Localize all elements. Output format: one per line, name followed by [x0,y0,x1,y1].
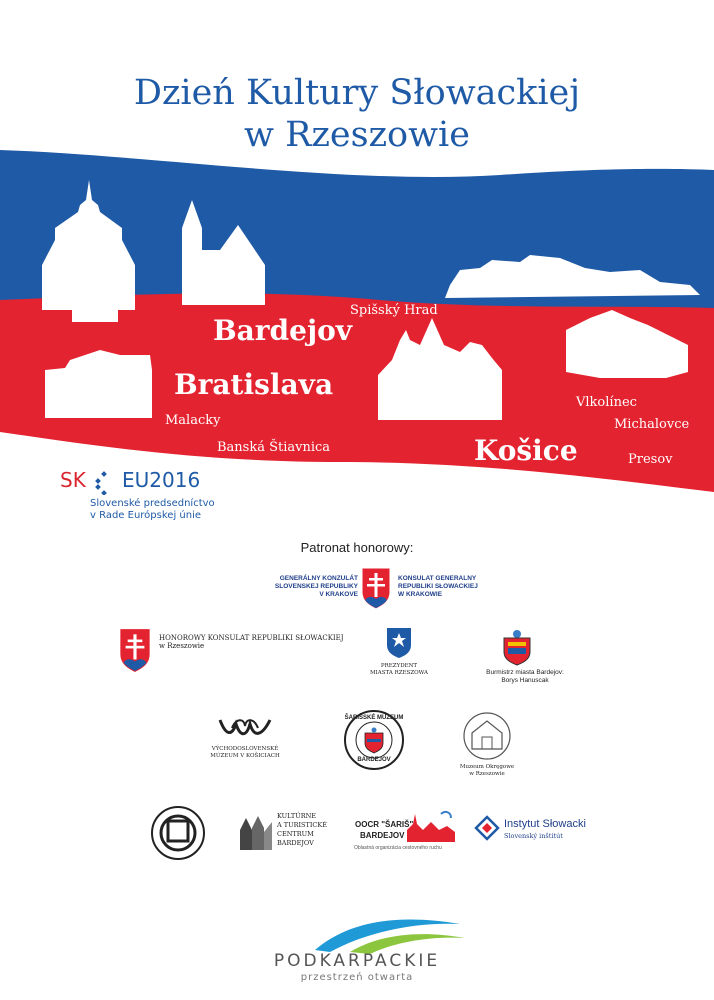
mayor-bardejov [470,669,580,685]
ktc-line1: KULTÚRNE [277,812,317,820]
mayor-line1: Burmistrz miasta Bardejov: [486,669,564,676]
ktc-line4: BARDEJOV [277,839,314,847]
podkarpackie-logo-icon [310,910,470,954]
slovak-coat-of-arms-icon [360,566,392,610]
page-title-line1: Dzień Kultury Słowackiej [133,73,581,113]
muzeum-rzeszow [450,764,524,778]
ktc-line3: CENTRUM [277,830,314,838]
president-line1: PREZYDENT [380,663,418,669]
footer-brand: PODKARPACKIE [273,951,441,971]
city-vlkolinec: Vlkolínec [576,395,637,410]
city-michalovce: Michalovce [614,417,690,432]
president-rzeszow [366,663,432,677]
city-presov: Presov [628,452,673,467]
consulate-sk-line1: GENERÁLNY KONZULÁT [279,575,358,582]
oocr-sub: Oblastná organizácia cestovného ruchu [354,845,442,851]
world-heritage-emblem-icon [150,805,206,861]
presidency-mark-icon [93,471,115,495]
honorary-consulate-line1: HONOROWY KONSULAT REPUBLIKI SŁOWACKIEJ [159,634,344,642]
rzeszow-coat-icon [386,627,412,659]
patronat-heading: Patronat honorowy: [300,540,414,555]
sarisske-bottom-label: BARDEJOV [357,757,391,763]
eu2016-label: EU2016 [122,468,201,492]
consulate-sk-line3: V KRAKOVE [319,591,358,598]
oocr-town-icon [405,808,457,844]
vsm-logo-icon [218,716,272,742]
page-title-line2: w Rzeszowie [244,115,470,155]
vsm-museum [208,746,282,760]
bardejov-coat-icon [500,628,534,666]
footer-tagline: przestrzeń otwarta [300,972,414,983]
vsm-line1: VÝCHODOSLOVENSKÉ [211,746,279,752]
city-banska-stiavnica: Banská Štiavnica [217,440,331,455]
honorary-consulate-coat-icon [118,627,152,673]
mayor-line2: Borys Hanuscak [501,677,549,684]
consulate-general-pl [398,575,498,599]
sk-label: SK [60,468,86,492]
muzeum-rzeszow-line2: w Rzeszowie [469,771,505,777]
instytut-slowacki-icon [474,815,500,841]
ktc-bardejov [277,812,327,848]
ktc-bardejov-logo-icon [238,812,274,852]
sk-presidency-logo [60,468,215,522]
city-bardejov: Bardejov [213,314,353,347]
president-line2: MIASTA RZESZOWA [369,670,429,676]
oocr-city: BARDEJOV [360,831,405,840]
consulate-sk-line2: SLOVENSKEJ REPUBLIKY [274,583,358,590]
oocr-name: OOCR "ŠARIŠ" [355,820,414,829]
presidency-line2: v Rade Európskej únie [90,509,202,521]
consulate-pl-line2: REPUBLIKI SŁOWACKIEJ [398,583,478,590]
city-spissky-hrad: Spišský Hrad [350,303,438,318]
city-kosice: Košice [474,434,578,467]
consulate-pl-line1: KONSULAT GENERALNY [398,575,477,582]
consulate-general-sk [268,575,358,599]
sarisske-top-label: ŠARIŠSKÉ MÚZEUM [344,715,404,721]
instytut-line1: Instytut Słowacki [504,818,586,830]
ktc-line2: A TURISTICKÉ [277,821,327,829]
muzeum-rzeszow-line1: Muzeum Okręgowe [459,764,515,770]
city-malacky: Malacky [165,413,221,428]
honorary-consulate-line2: w Rzeszowie [159,642,205,650]
muzeum-rzeszow-seal-icon [462,711,512,761]
city-bratislava: Bratislava [174,368,334,401]
presidency-line1: Slovenské predsedníctvo [90,497,215,509]
vsm-line2: MÚZEUM V KOŠICIACH [210,753,280,759]
instytut-line2: Slovenský inštitút [504,832,563,840]
consulate-pl-line3: W KRAKOWIE [398,591,443,598]
honorary-consulate [159,634,344,650]
